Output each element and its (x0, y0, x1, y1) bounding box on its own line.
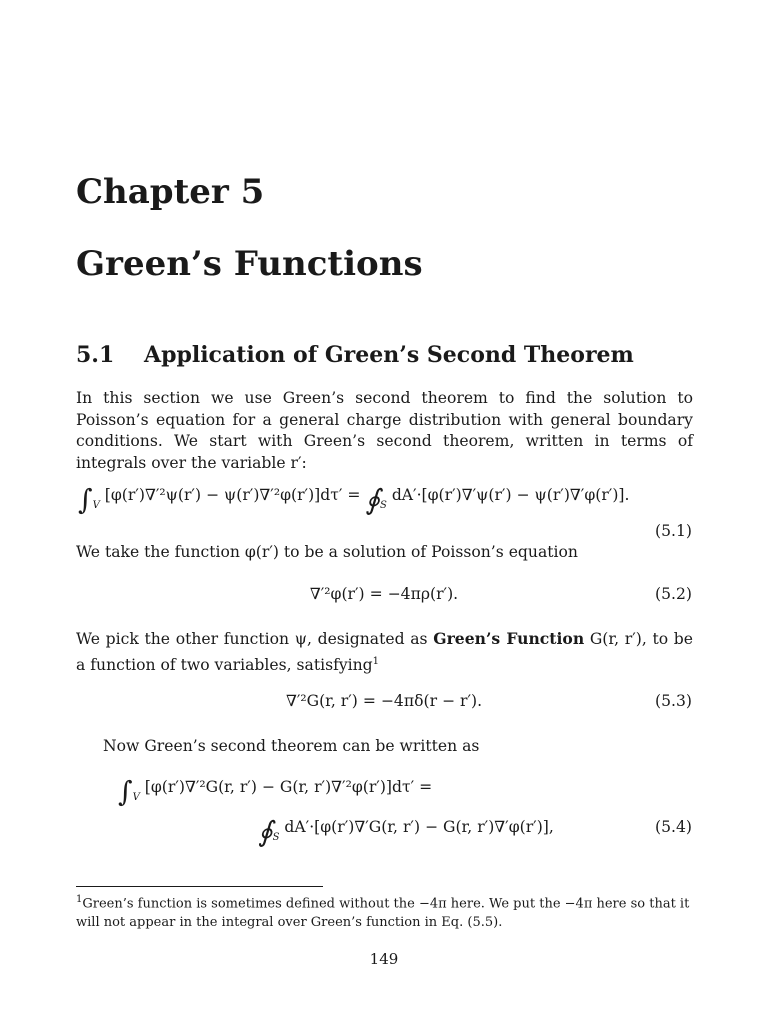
equation-5-3: ∇′²G(r, r′) = −4πδ(r − r′). (285, 692, 483, 710)
equation-5-1 (78, 483, 630, 516)
greens-function-paragraph (76, 628, 693, 676)
equation-number-5-1: (5.1) (655, 522, 692, 540)
section-number: 5.1 (76, 342, 115, 368)
footnote-rule (76, 886, 323, 887)
volume-integral-sign: ∫ (78, 483, 93, 516)
surface-integral-sign: ∮ (365, 483, 380, 516)
equation-5-1-lhs: [φ(r′)∇′²ψ(r′) − ψ(r′)∇′²φ(r′)]dτ′ = (104, 486, 361, 504)
poisson-intro-paragraph: We take the function φ(r′) to be a solution of Poisson’s equation (76, 543, 578, 561)
footnote-text: Green’s function is sometimes defined without the −4π here. We put the −4π here so that it will not appear in the integral over Green’s function in Eq. (5.5). (76, 896, 690, 931)
footnote (76, 890, 693, 932)
equation-5-1-rhs: dA′·[φ(r′)∇′ψ(r′) − ψ(r′)∇′φ(r′)]. (391, 486, 630, 504)
page-number: 149 (369, 950, 399, 968)
section-title: Application of Green’s Second Theorem (144, 342, 634, 368)
equation-number-5-4: (5.4) (655, 818, 692, 836)
footnote-marker: 1 (76, 894, 83, 905)
surface-integral-sign: ∮ (258, 815, 273, 848)
chapter-title: Green’s Functions (76, 244, 423, 284)
greens-function-term: Green’s Function (433, 629, 585, 648)
greens-function-text-pre: We pick the other function ψ, designated as (76, 630, 434, 648)
section-heading (76, 342, 634, 368)
equation-5-4-line-1 (118, 775, 433, 808)
volume-subscript: V (92, 500, 100, 511)
chapter-label: Chapter 5 (76, 172, 265, 212)
equation-5-4-lhs: [φ(r′)∇′²G(r, r′) − G(r, r′)∇′²φ(r′)]dτ′ = (144, 778, 433, 796)
intro-paragraph: In this section we use Green’s second theorem to find the solution to Poisson’s equation for a general charge distribution with general boundary conditions. We start with Green’s second theorem, written in terms of integrals over the variable r′: (76, 389, 693, 472)
volume-integral-sign: ∫ (118, 775, 133, 808)
equation-5-4-line-2 (258, 815, 554, 848)
footnote-reference: 1 (372, 655, 380, 667)
equation-5-2: ∇′²φ(r′) = −4πρ(r′). (309, 585, 459, 603)
surface-subscript: S (272, 832, 280, 843)
volume-subscript: V (132, 792, 140, 803)
equation-number-5-2: (5.2) (655, 585, 692, 603)
equation-number-5-3: (5.3) (655, 692, 692, 710)
equation-5-4-rhs: dA′·[φ(r′)∇′G(r, r′) − G(r, r′)∇′φ(r′)], (284, 818, 554, 836)
surface-subscript: S (379, 500, 387, 511)
green-theorem-paragraph: Now Green’s second theorem can be written as (103, 737, 480, 755)
greens-function-text-post: G(r, r′), to be a function of two variables, satisfying (76, 630, 694, 674)
